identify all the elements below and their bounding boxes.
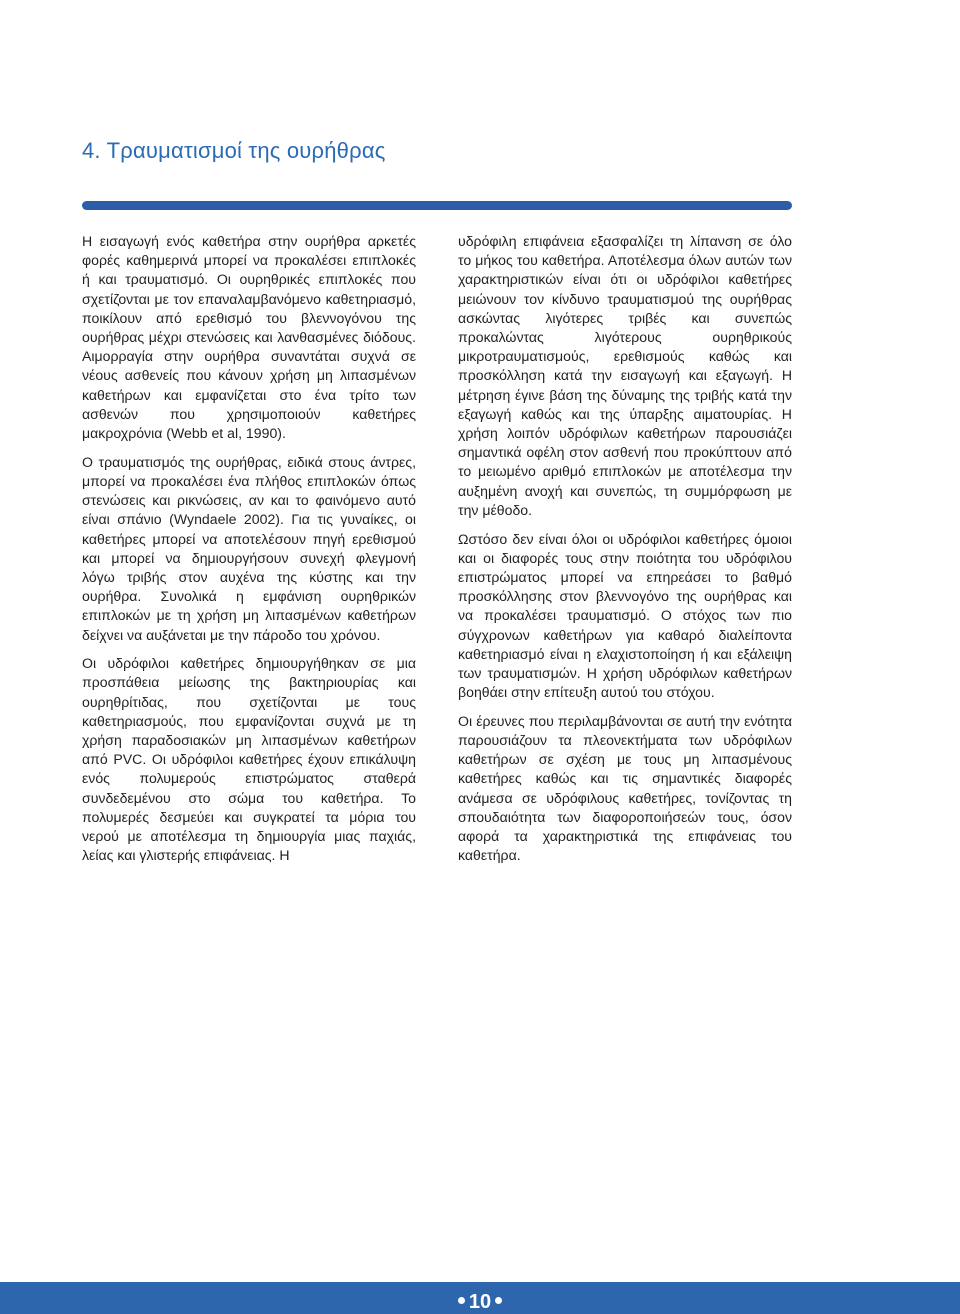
paragraph: Ο τραυματισμός της ουρήθρας, ειδικά στους άντρες, μπορεί να προκαλέσει ένα πλήθος επιπλοκών όπως στενώσεις και ρικνώσεις, αν και το φαινόμενο αυτό είναι σπάνιο (Wyndaele 2002). Για τις γυναίκες, οι καθετήρες μπορεί να αποτελέσουν πηγή ερεθισμού και μπορεί να δημιουργήσουν συνεχή φλεγμονή λόγω τριβής στον αυχένα της κύστης και την ουρήθρα. Συνολικά η εμφάνιση ουρηθρικών επιπλοκών με τη χρήση μη λιπασμένων καθετήρων δείχνει να αυξάνεται με την πάροδο του χρόνου. bbox=[82, 453, 416, 643]
page-number-container bbox=[0, 1290, 960, 1314]
paragraph: Η εισαγωγή ενός καθετήρα στην ουρήθρα αρκετές φορές καθημερινά μπορεί να προκαλέσει επιπλοκές ή και τραυματισμό. Οι ουρηθρικές επιπλοκές που σχετίζονται με τον επαναλαμβανόμενο καθετηριασμό, ποικίλουν από ερεθισμό του βλεννογόνου της ουρήθρας μέχρι στενώσεις και λανθασμένες διόδους. Αιμορραγία στην ουρήθρα συναντάται συχνά σε νέους ασθενείς που κάνουν χρήση μη λιπασμένων καθετήρων και εμφανίζεται στο ένα τρίτο των ασθενών που χρησιμοποιούν καθετήρες μακροχρόνια (Webb et al, 1990). bbox=[82, 233, 416, 442]
title-divider bbox=[82, 201, 792, 210]
bullet-dot-icon bbox=[495, 1297, 502, 1304]
paragraph: υδρόφιλη επιφάνεια εξασφαλίζει τη λίπανση σε όλο το μήκος του καθετήρα. Αποτέλεσμα όλων αυτών των χαρακτηριστικών είναι ότι οι υδρόφιλοι καθετήρες μειώνουν τον κίνδυνο τραυματισμού της ουρήθρας ασκώντας λιγότερες τριβές και συνεπώς προκαλώντας λιγότερους ουρηθρικούς μικροτραυματισμούς, ερεθισμούς καθώς και προσκόλληση κατά την εισαγωγή και εξαγωγή. Η μέτρηση έγινε βάση της δύναμης της τριβής κατά την εξαγωγή καθώς και της ύπαρξης αιματουρίας. Η χρήση λοιπόν υδρόφιλων καθετήρων παρουσιάζει σημαντικά οφέλη στον ασθενή που προκύπτουν από το μειωμένο αριθμό επιπλοκών με αποτέλεσμα την αυξημένη ανοχή και συνεπώς, τη συμμόρφωση με την μέθοδο. bbox=[458, 233, 792, 518]
right-column bbox=[458, 232, 792, 875]
page-number: 10 bbox=[468, 1291, 492, 1313]
paragraph: Οι έρευνες που περιλαμβάνονται σε αυτή την ενότητα παρουσιάζουν τα πλεονεκτήματα των υδρόφιλων καθετήρων σε σχέση με τους μη λιπασμένους καθετήρες καθώς και τις σημαντικές διαφορές ανάμεσα σε υδρόφιλους καθετήρες, τονίζοντας τη σπουδαιότητα των διαφοροποιήσεών τους, όσον αφορά τα χαρακτηριστικά της επιφάνειας του καθετήρα. bbox=[458, 712, 792, 864]
left-column bbox=[82, 232, 416, 875]
page-title: 4. Τραυματισμοί της ουρήθρας bbox=[82, 138, 386, 163]
paragraph: Οι υδρόφιλοι καθετήρες δημιουργήθηκαν σε μια προσπάθεια μείωσης της βακτηριουρίας και ουρηθρίτιδας, που σχετίζονται με τους καθετηριασμούς, που εμφανίζονται συχνά με τη χρήση παραδοσιακών μη λιπασμένων καθετήρων από PVC. Οι υδρόφιλοι καθετήρες έχουν επικάλυψη ενός πολυμερούς επιστρώματος σταθερά συνδεδεμένου στο σώμα του καθετήρα. Το πολυμερές δεσμεύει και συγκρατεί τα μόρια του νερού με αποτέλεσμα τη δημιουργία μιας παχιάς, λείας και γλιστερής επιφάνειας. Η bbox=[82, 655, 416, 864]
bullet-dot-icon bbox=[458, 1297, 465, 1304]
paragraph: Ωστόσο δεν είναι όλοι οι υδρόφιλοι καθετήρες όμοιοι και οι διαφορές τους στην ποιότητα του υδρόφιλου επιστρώματος μπορεί να επηρεάσει το βαθμό προσκόλλησης στον βλεννογόνο της ουρήθρας και να προκαλέσει τραυματισμό. Ο στόχος των πιο σύγχρονων καθετήρων για καθαρό διαλείποντα καθετηριασμό είναι η ελαχιστοποίηση ή και εξάλειψη των τραυματισμών. Η χρήση υδρόφιλων καθετήρων βοηθάει στην επίτευξη αυτού του στόχου. bbox=[458, 530, 792, 701]
